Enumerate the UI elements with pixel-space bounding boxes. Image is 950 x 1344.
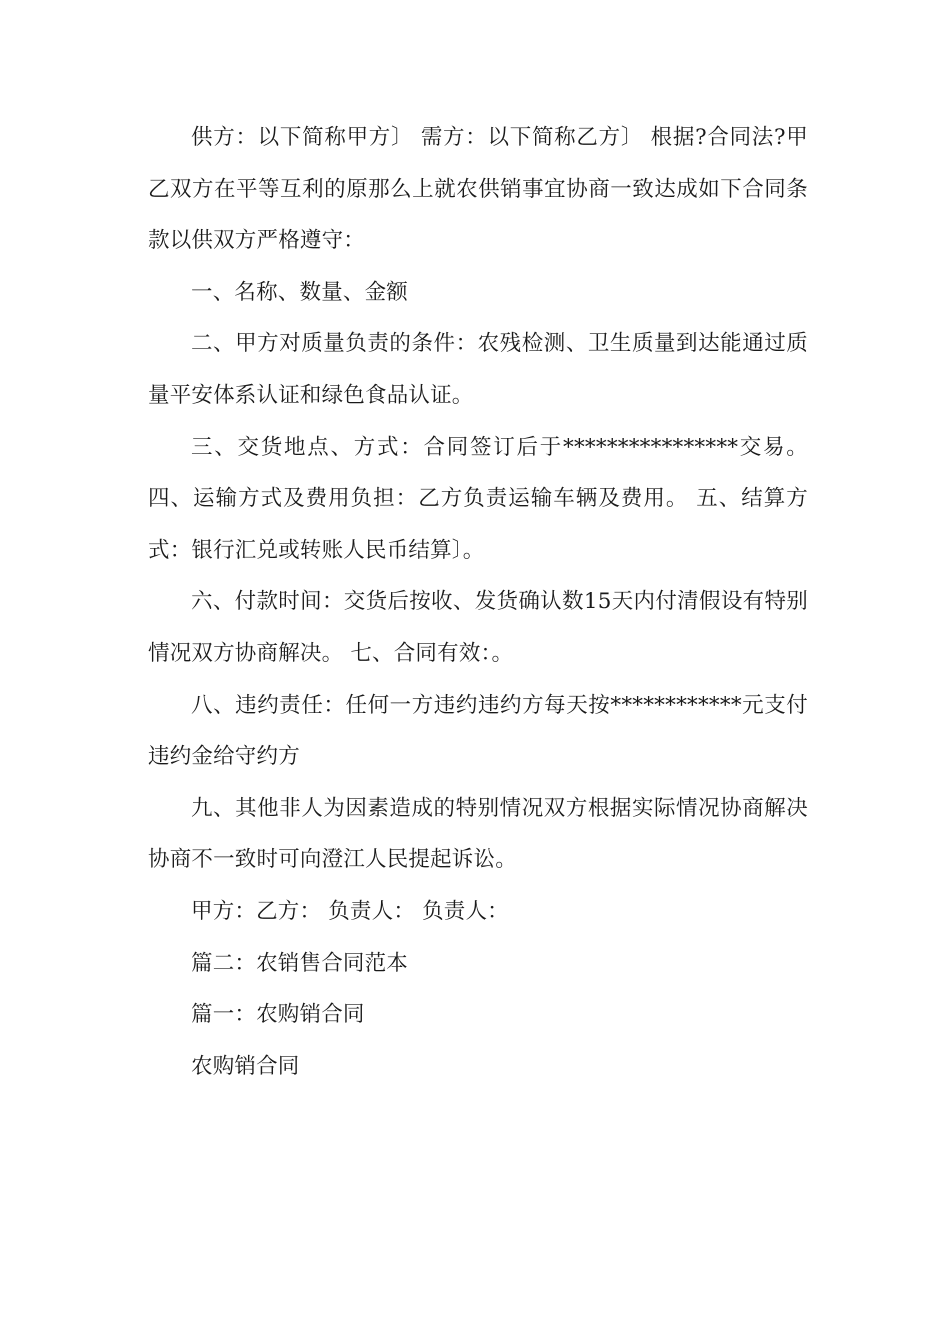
- clause-9-disputes: 九、其他非人为因素造成的特别情况双方根据实际情况协商解决协商不一致时可向澄江人民提起诉讼。: [148, 795, 808, 873]
- intro-paragraph: 供方：以下简称甲方〕 需方：以下简称乙方〕 根据?合同法?甲乙双方在平等互利的原那么上就农供销事宜协商一致达成如下合同条款以供双方严格遵守：: [148, 125, 808, 254]
- section-heading-part-one: 篇一：农购销合同: [191, 1002, 365, 1028]
- clause-1-heading: 一、名称、数量、金额: [191, 279, 409, 305]
- contract-title: 农购销合同: [191, 1053, 300, 1079]
- clause-2-quality: 二、甲方对质量负责的条件：农残检测、卫生质量到达能通过质量平安体系认证和绿色食品认证。: [148, 331, 808, 408]
- section-heading-part-two: 篇二：农销售合同范本: [191, 950, 409, 976]
- clause-8-liability: 八、违约责任：任何一方违约违约方每天按************元支付违约金给守约方: [148, 692, 808, 770]
- clause-6-7-payment-validity: 六、付款时间：交货后按收、发货确认数15天内付清假设有特别情况双方协商解决。 七、合同有效：。: [148, 589, 808, 666]
- signature-line: 甲方：乙方： 负责人： 负责人：: [191, 898, 509, 924]
- document-page: [148, 112, 808, 1092]
- clause-3-5-delivery-transport-settlement: 三、交货地点、方式：合同签订后于****************交易。 四、运输方式及费用负担：乙方负责运输车辆及费用。 五、结算方式：银行汇兑或转账人民币结算〕。: [148, 434, 808, 563]
